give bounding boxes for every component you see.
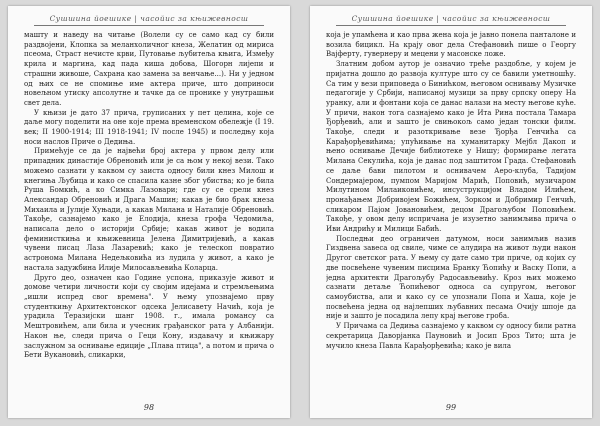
running-header: Сушшина йоешике | часойис за књижевносш — [34, 14, 264, 26]
paragraph: Примећује се да је највећи број актера у првом делу или припадник династије Обреновић или је са њом у некој вези. Тако можемо сазнати у каквом су заиста односу били кнез Милош и кнегиња Љубица и како се спасила казне због убиства; ко је била Руша Бомкић, а ко Симка Лазовари; где су се срели кнез Александар Обреновић и Драга Машин; какав је био брак кнеза Михаила и Јулије Хуњади, а какав Милана и Наталије Обреновић. Такође, сазнајемо како је Елодија, кнеза грофа Чедомиља, написала дело о историји Србије; какав живот је водила феминисткиња и књижевница Јелена Димитријевић, а какав чувени писац Лаза Лазаревић; како је телескоп повратио астронома Милана Недељковића из лудила у живот, а како је настала задужбина Илије Милосављевића Коларца. — [24, 147, 274, 272]
body-text — [24, 31, 274, 405]
paragraph: машту и наведу на читање (Волели су се само кад су били раздвојени, Клопка за меланхоличног кнеза, Желатин од мириса псеома, Страст нечисте крви, Путовање љубитеља књига, Између крила и маргина, кад пада киша добова, Шогорн лијепи и страшни живоше, Сахрана као замена за венчање...). Ни у једном од њих се не спомиње име актера приче, што доприноси новељном утиску апсолутне и тачке да се пронике у унутрашњи свет дела. — [24, 31, 274, 107]
page-number: 99 — [445, 403, 457, 412]
paragraph: Последњи део ограничен датумом, носи занимљив назив Гиздвена завеса од свиле, чиме се алудира на живот људи након Другог светског рата. У њему су дате само три приче, од којих су две посвећене чувеним писцима Бранку Ћопићу и Васку Попи, а једна архитекти Драгољубу Радосављевићу. Кроз њих можемо сазнати детаље Ћопићевог односа са супругом, његовог самоубиства, али и како су се упознали Попа и Хаша, које је посвећена једна од најлепших љубавних песама Очију шпоје да није и зашто је посадила лепу краj његове гроба. — [326, 234, 576, 321]
paragraph: У Причама са Дедиња сазнајемо у каквом су односу били ратна секретарица Даворјанка Пауновић и Јосип Броз Тито; шта је мучило кнеза Павла Карађорђевића; како је вила — [326, 322, 576, 350]
left-page — [8, 6, 290, 418]
paragraph: Златним добом аутор је означио треће раздобље, у којем је пријатна дошло до развоја културе што су се бавили уметношћу. Са тим у вези приповеда о Бинићком, његовом оснивању Музичке педагогије у Србији, написаној музици за прву српску оперу На уранку, али и фонтани која се данас налази на месту његове куће. У причи, након тога сазнајемо како је Ита Рина постала Тамара Ђорђевић, али и зашто је свињокољ само један тонски филм. Такође, следи и разоткривање везе Ђорђа Генчића са Карађорђевићима; упућивање на хуманитарку Мејбл Дакоп и њено оснивање Дечије библиотеке у Нишу; формирање легата Милана Секулића, која је данас под заштитом Града. Стефановић се даље бави пилотом и оснивачем Аеро-клуба, Тадијом Сондермајером, пумпом Маријом Марић, Поповић, музичаром Милутином Милаиковићем, инсуструкцијом Владом Илићем, пронађањем Добривојем Божићем, Зорком и Добримир Генчић, сликаром Пајом Јовановићем, децом Драгољубом Поповићем. Такође, у овом делу испричана је изузетно занимљива прича о Иви Андрићу и Милици Бабић. — [326, 60, 576, 234]
paragraph: која је упамћена и као прва жена која је јавно понела панталоне и возила бицикл. На крају овог дела Стефановић пише о Георгу Вајферту, гувернеру и мецени у масонске ложе. — [326, 31, 576, 59]
running-header: Сушшина йоешике | часойис за књижевносш — [336, 14, 566, 26]
body-text — [326, 31, 576, 405]
paragraph: Друго део, означен као Године успона, приказује живот и домове четири личности који су својим идејама и стремљењима „ишли испред свог времена". У њему упознајемо прву студенткињу Архитектонског одсека Јелисавету Начић, која је урадила Теразијски шанг 1908. г., имала романсу са Мештровићем, али била и учесник грађанског рата у Албанији. Након ње, следи прича о Геци Кону, издавачу и књижару заслужном за оснивање едиције „Плава птица", а потом и прича о Бети Вукановић, сликарки, — [24, 273, 274, 360]
right-page — [310, 6, 592, 418]
page-number: 98 — [143, 403, 155, 412]
paragraph: У књизи је дато 37 прича, груписаних у пет целина, које се даље могу поделити на оне које према временском обележје (I 19. век; II 1900-1914; III 1918-1941; IV после 1945) и последњу која носи наслов Приче о Дедиња. — [24, 108, 274, 146]
